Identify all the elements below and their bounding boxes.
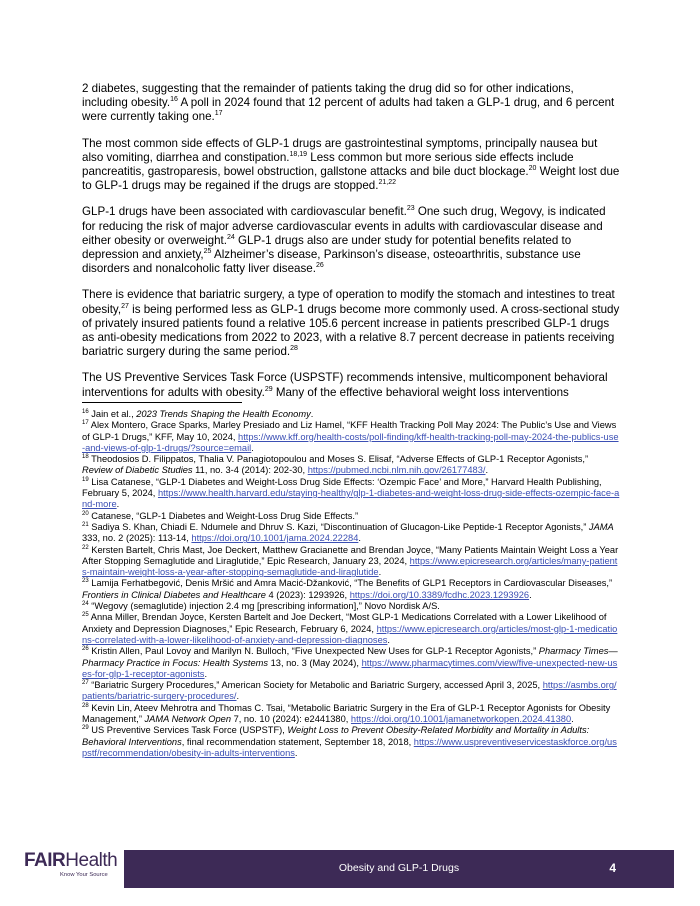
reference-link[interactable]: https://pubmed.ncbi.nlm.nih.gov/26177483/: [307, 465, 486, 476]
text-run: .: [116, 499, 120, 510]
text-run: Less common but more serious side effects include pancreatitis, gastroparesis, bowel obstruction, gallstone attacks and bile duct blockage.: [82, 150, 574, 179]
footnote-ref: 19: [82, 476, 89, 483]
text-run: .: [204, 668, 208, 679]
footnote-ref: 28: [290, 345, 298, 353]
footnote-ref: 28: [82, 702, 89, 709]
text-run: Kevin Lin, Ateev Mehrotra and Thomas C. Tsai, “Metabolic Bariatric Surgery in the Era of GLP-1 Receptor Agonists for Obesity Management,”: [82, 702, 611, 725]
text-run: Weight lost due to GLP-1 drugs may be regained if the drugs are stopped.: [82, 165, 620, 193]
text-run: 11, no. 3-4 (2014): 202-30,: [192, 465, 308, 476]
text-run: GLP-1 drugs also are under study for potential benefits related to depression and anxiety,: [82, 233, 572, 262]
footnote-ref: 24: [82, 601, 89, 608]
footnote-ref: 23: [82, 578, 89, 585]
paragraph: [82, 371, 620, 399]
logo-tagline: Know Your Source: [60, 872, 108, 878]
reference-link[interactable]: https://www.uspreventiveservicestaskforce.org/uspstf/recommendation/obesity-in-adults-interventions: [82, 736, 617, 758]
footnote-ref: 24: [227, 233, 235, 241]
italic-title: Pharmacy Times—Pharmacy Practice in Focus: Health Systems: [82, 646, 618, 668]
text-run: .: [529, 589, 532, 600]
footnote-ref: 17: [214, 110, 223, 118]
footnote-divider: [82, 402, 242, 403]
footnote-ref: 21,22: [378, 179, 396, 187]
text-run: .: [378, 567, 382, 578]
footnote-ref: 18,19: [289, 150, 308, 158]
footnote: [82, 646, 620, 680]
footnote-ref: 29: [82, 725, 89, 732]
footnote-ref: 25: [203, 248, 212, 256]
footnote-ref: 16: [82, 409, 89, 415]
reference-link[interactable]: https://www.pharmacytimes.com/view/five-unexpected-new-uses-for-glp-1-receptor-agonists: [82, 657, 618, 679]
text-run: Lisa Catanese, “GLP-1 Diabetes and Weight-Loss Drug Side Effects: ‘Ozempic Face’ and More,” Harvard Health Publishing, February 5, 2024,: [82, 476, 602, 499]
text-run: One such drug, Wegovy, is indicated for reducing the risk of major adverse cardiovascular events in adults with cardiovascular disease and either obesity or overweight.: [82, 205, 606, 247]
text-run: Catanese, “GLP-1 Diabetes and Weight-Loss Drug Side Effects.”: [88, 510, 359, 521]
text-run: Jain et al.,: [88, 409, 137, 419]
footnote-ref: 20: [528, 165, 537, 173]
footnote-ref: 29: [264, 385, 273, 393]
footnote-ref: 17: [82, 420, 89, 427]
text-run: .: [294, 747, 298, 758]
text-run: “Bariatric Surgery Procedures,” American Society for Metabolic and Bariatric Surgery, accessed April 3, 2025,: [88, 680, 543, 691]
reference-link[interactable]: https://asmbs.org/patients/bariatric-surgery-procedures/: [82, 680, 617, 702]
footer-title: Obesity and GLP-1 Drugs: [338, 862, 460, 874]
text-run: .: [485, 465, 489, 476]
text-run: .: [358, 533, 361, 544]
footnote-ref: 20: [82, 510, 89, 517]
footnote: [82, 578, 620, 601]
italic-title: JAMA Network Open: [144, 714, 231, 725]
footnote-ref: 16: [170, 96, 178, 104]
text-run: There is evidence that bariatric surgery, a type of operation to modify the stomach and intestines to treat obesity,: [82, 288, 615, 316]
reference-link[interactable]: https://doi.org/10.3389/fcdhc.2023.1293926: [349, 589, 530, 600]
text-run: 333, no. 2 (2025): 113-14,: [82, 533, 192, 544]
footnote: [82, 703, 620, 726]
text-run: GLP-1 drugs have been associated with cardiovascular benefit.: [82, 205, 407, 219]
text-run: Theodosios D. Filippatos, Thalia V. Panagiotopoulou and Moses S. Elisaf, “Adverse Effects of GLP-1 Receptor Agonists,”: [88, 454, 589, 465]
footnote: [82, 454, 620, 477]
paragraph: [82, 82, 620, 125]
footnote-ref: 26: [315, 262, 324, 270]
text-run: is being performed less as GLP-1 drugs become more commonly used. A cross-sectional study of privately insured patients found a relative 105.6 percent increase in patients prescribed GLP-1 drugs as anti-obesity medications from 2022 to 2023, with a relative 8.7 percent decrease in patients receiving bariatric surgery during the same period.: [82, 302, 620, 359]
footnote: [82, 601, 620, 612]
logo-brand-bold: FAIR: [24, 850, 66, 871]
footnote-ref: 22: [82, 544, 89, 551]
italic-title: Weight Loss to Prevent Obesity-Related Morbidity and Mortality in Adults: Behavioral Interventions: [82, 725, 590, 747]
paragraph: [82, 288, 620, 359]
text-run: 4 (2023): 1293926,: [265, 589, 350, 600]
text-run: The US Preventive Services Task Force (USPSTF) recommends intensive, multicomponent behavioral interventions for adults with obesity.: [82, 371, 608, 399]
footer-bar: [124, 850, 674, 888]
footnote-ref: 26: [82, 646, 89, 653]
text-run: “Wegovy (semaglutide) injection 2.4 mg [prescribing information],” Novo Nordisk A/S.: [88, 601, 440, 612]
footnote-ref: 23: [406, 205, 415, 213]
text-run: .: [236, 691, 240, 702]
footnote-ref: 27: [82, 680, 89, 687]
italic-title: 2023 Trends Shaping the Health Economy: [136, 409, 311, 419]
italic-title: Review of Diabetic Studies: [82, 465, 193, 476]
logo-brand-light: Health: [65, 850, 118, 871]
footnote: [82, 477, 620, 511]
paragraph: [82, 137, 620, 194]
reference-link[interactable]: https://www.epicresearch.org/articles/many-patients-maintain-weight-loss-a-year-after-stopping-semaglutide-and-liraglutide: [82, 555, 618, 578]
reference-link[interactable]: https://www.epicresearch.org/articles/most-glp-1-medications-correlated-with-a-lower-likelihood-of-anxiety-and-depression-diagnoses: [82, 623, 618, 645]
fair-health-logo: [24, 851, 119, 889]
text-run: 13, no. 3 (May 2024),: [268, 657, 362, 668]
italic-title: Frontiers in Clinical Diabetes and Healthcare: [82, 589, 266, 600]
footnote: [82, 409, 620, 420]
text-run: US Preventive Services Task Force (USPSTF),: [88, 725, 288, 736]
text-run: Many of the effective behavioral weight loss interventions: [272, 385, 569, 399]
text-run: 7, no. 10 (2024): e2441380,: [231, 714, 351, 725]
body-text: [82, 82, 620, 412]
footnote-ref: 21: [82, 521, 89, 528]
text-run: Lamija Ferhatbegović, Denis Mršić and Amra Macić-Džanković, “The Benefits of GLP1 Receptors in Cardiovascular Diseases,”: [88, 578, 613, 589]
footnote: [82, 511, 620, 522]
text-run: The most common side effects of GLP-1 drugs are gastrointestinal symptoms, principally nausea but also vomiting, diarrhea and constipation.: [82, 136, 598, 164]
text-run: Sadiya S. Khan, Chiadi E. Ndumele and Dhruv S. Kazi, “Discontinuation of Glucagon-Like Peptide-1 Receptor Agonists,”: [88, 521, 589, 532]
reference-link[interactable]: https://www.kff.org/health-costs/poll-finding/kff-health-tracking-poll-may-2024-the-publics-use-and-views-of-glp-1-drugs/?source=email: [82, 431, 619, 453]
text-run: A poll in 2024 found that 12 percent of adults had taken a GLP-1 drug, and 6 percent were currently taking one.: [82, 96, 615, 124]
text-run: 2 diabetes, suggesting that the remainder of patients taking the drug did so for other indications, including obesity.: [82, 82, 574, 110]
reference-link[interactable]: https://www.health.harvard.edu/staying-healthy/glp-1-diabetes-and-weight-loss-drug-side-effects-ozempic-face-and-more: [82, 488, 620, 510]
text-run: .: [310, 409, 314, 419]
footnote: [82, 725, 620, 759]
text-run: Alzheimer’s disease, Parkinson’s disease, osteoarthritis, substance use disorders and nonalcoholic fatty liver disease.: [82, 248, 581, 276]
text-run: .: [571, 714, 574, 725]
reference-link[interactable]: https://doi.org/10.1001/jama.2024.22284: [191, 533, 359, 544]
footnote: [82, 545, 620, 579]
text-run: .: [387, 634, 390, 645]
footnote: [82, 680, 620, 703]
text-run: Kersten Bartelt, Chris Mast, Joe Deckert, Matthew Gracianette and Brendan Joyce, “Many Patients Maintain Weight Loss a Year After Stopping Semaglutide and Liraglutide,” Epic Research, January 23, 2024,: [82, 544, 619, 566]
footnotes: [82, 409, 620, 759]
footnote: [82, 420, 620, 454]
paragraph: [82, 205, 620, 276]
footnote: [82, 522, 620, 545]
italic-title: JAMA: [588, 521, 614, 532]
text-run: Alex Montero, Grace Sparks, Marley Presiado and Liz Hamel, “KFF Health Tracking Poll May 2024: The Public’s Use and Views of GLP-1 Drugs,” KFF, May 10, 2024,: [82, 420, 617, 442]
text-run: , final recommendation statement, September 18, 2018,: [181, 736, 414, 747]
text-run: Anna Miller, Brendan Joyce, Kersten Bartelt and Joe Deckert, “Most GLP-1 Medications Correlated with a Lower Likelihood of Anxiety and Depression Diagnoses,” Epic Research, February 6, 2024,: [82, 612, 607, 634]
footnote-ref: 25: [82, 612, 89, 619]
footnote-ref: 27: [121, 302, 129, 310]
reference-link[interactable]: https://doi.org/10.1001/jamanetworkopen.2024.41380: [350, 714, 572, 725]
text-run: Kristin Allen, Paul Lovoy and Marilyn N. Bulloch, “Five Unexpected New Uses for GLP-1 Receptor Agonists,”: [88, 646, 539, 657]
text-run: .: [251, 442, 254, 453]
footnote-ref: 18: [82, 454, 89, 461]
footnote: [82, 612, 620, 646]
page-number: 4: [609, 861, 616, 875]
